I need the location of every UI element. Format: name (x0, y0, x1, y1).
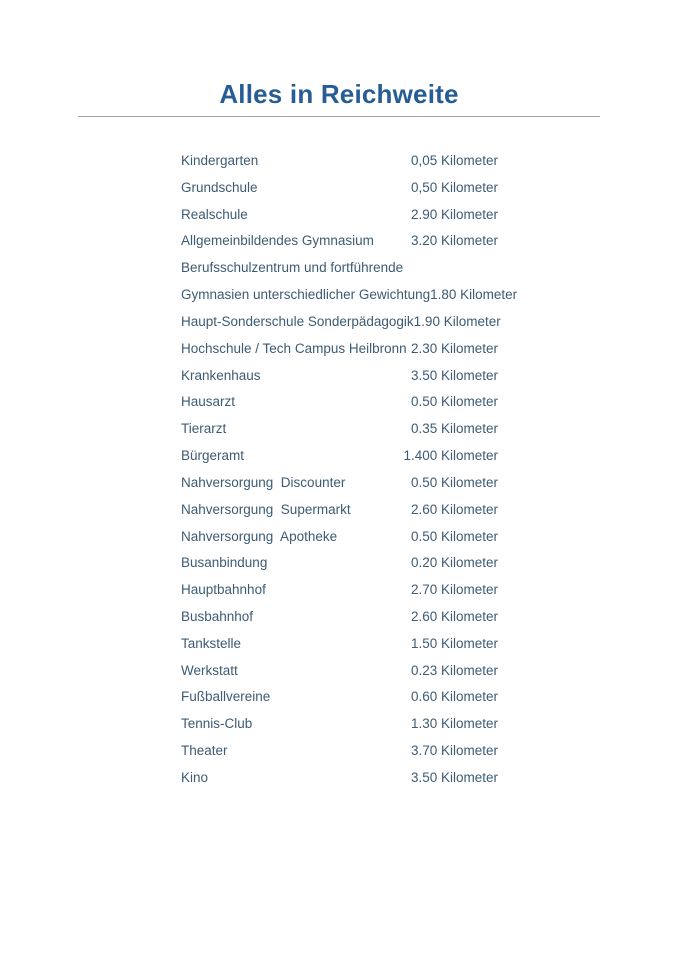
distance-list (181, 147, 518, 791)
distance-value: 0.60 Kilometer (410, 689, 498, 705)
place-label: Nahversorgung Discounter (181, 474, 346, 490)
place-label: Berufsschulzentrum und fortführende (181, 260, 404, 276)
place-label: Fußballvereine (181, 689, 271, 705)
distance-value: 1.50 Kilometer (410, 635, 498, 651)
distance-value: 2.60 Kilometer (410, 501, 498, 517)
list-row (181, 254, 498, 281)
list-row (181, 549, 498, 576)
distance-value: 1.80 Kilometer (430, 287, 518, 303)
place-label: Realschule (181, 206, 248, 222)
place-label: Theater (181, 743, 228, 759)
list-row (181, 442, 498, 469)
list-row (181, 469, 498, 496)
list-row (181, 308, 501, 335)
distance-value: 0.20 Kilometer (410, 555, 498, 571)
list-row (181, 737, 498, 764)
distance-value: 0.50 Kilometer (410, 528, 498, 544)
place-label: Tennis-Club (181, 716, 253, 732)
distance-value: 0.23 Kilometer (410, 662, 498, 678)
page-title: Alles in Reichweite (219, 79, 459, 109)
place-label: Bürgeramt (181, 448, 245, 464)
list-row (181, 362, 498, 389)
place-label: Krankenhaus (181, 367, 261, 383)
list-row (181, 335, 498, 362)
list-row (181, 603, 498, 630)
list-row (181, 201, 498, 228)
place-label: Kino (181, 769, 209, 785)
distance-value: 3.50 Kilometer (410, 367, 498, 383)
list-row (181, 710, 498, 737)
distance-value: 2.90 Kilometer (410, 206, 498, 222)
place-label: Hausarzt (181, 394, 236, 410)
place-label: Kindergarten (181, 152, 259, 168)
distance-value: 0.50 Kilometer (410, 474, 498, 490)
distance-value: 1.90 Kilometer (413, 313, 501, 329)
list-row (181, 496, 498, 523)
distance-value: 2.60 Kilometer (410, 608, 498, 624)
place-label: Allgemeinbildendes Gymnasium (181, 233, 374, 249)
list-row (181, 657, 498, 684)
place-label: Hauptbahnhof (181, 582, 266, 598)
place-label: Grundschule (181, 179, 258, 195)
title-divider (78, 116, 600, 117)
list-row (181, 227, 498, 254)
distance-value: 3.20 Kilometer (410, 233, 498, 249)
place-label: Nahversorgung Apotheke (181, 528, 338, 544)
distance-value: 0.50 Kilometer (410, 394, 498, 410)
place-label: Haupt-Sonderschule Sonderpädagogik (181, 313, 414, 329)
place-label: Tankstelle (181, 635, 242, 651)
distance-value: 2.30 Kilometer (410, 340, 498, 356)
distance-value: 0.35 Kilometer (410, 421, 498, 437)
place-label: Werkstatt (181, 662, 238, 678)
distance-value: 0,50 Kilometer (410, 179, 498, 195)
distance-value: 3.50 Kilometer (410, 769, 498, 785)
list-row (181, 174, 498, 201)
list-row (181, 764, 498, 791)
list-row (181, 147, 498, 174)
place-label: Gymnasien unterschiedlicher Gewichtung (181, 287, 431, 303)
place-label: Tierarzt (181, 421, 227, 437)
distance-value: 0,05 Kilometer (410, 152, 498, 168)
distance-value: 1.400 Kilometer (403, 448, 498, 464)
distance-value: 1.30 Kilometer (410, 716, 498, 732)
list-row (181, 523, 498, 550)
place-label: Hochschule / Tech Campus Heilbronn (181, 340, 407, 356)
place-label: Nahversorgung Supermarkt (181, 501, 351, 517)
list-row (181, 388, 498, 415)
list-row (181, 630, 498, 657)
list-row (181, 576, 498, 603)
place-label: Busbahnhof (181, 608, 254, 624)
distance-value: 2.70 Kilometer (410, 582, 498, 598)
list-row (181, 281, 518, 308)
distance-value: 3.70 Kilometer (410, 743, 498, 759)
list-row (181, 684, 498, 711)
list-row (181, 415, 498, 442)
place-label: Busanbindung (181, 555, 268, 571)
